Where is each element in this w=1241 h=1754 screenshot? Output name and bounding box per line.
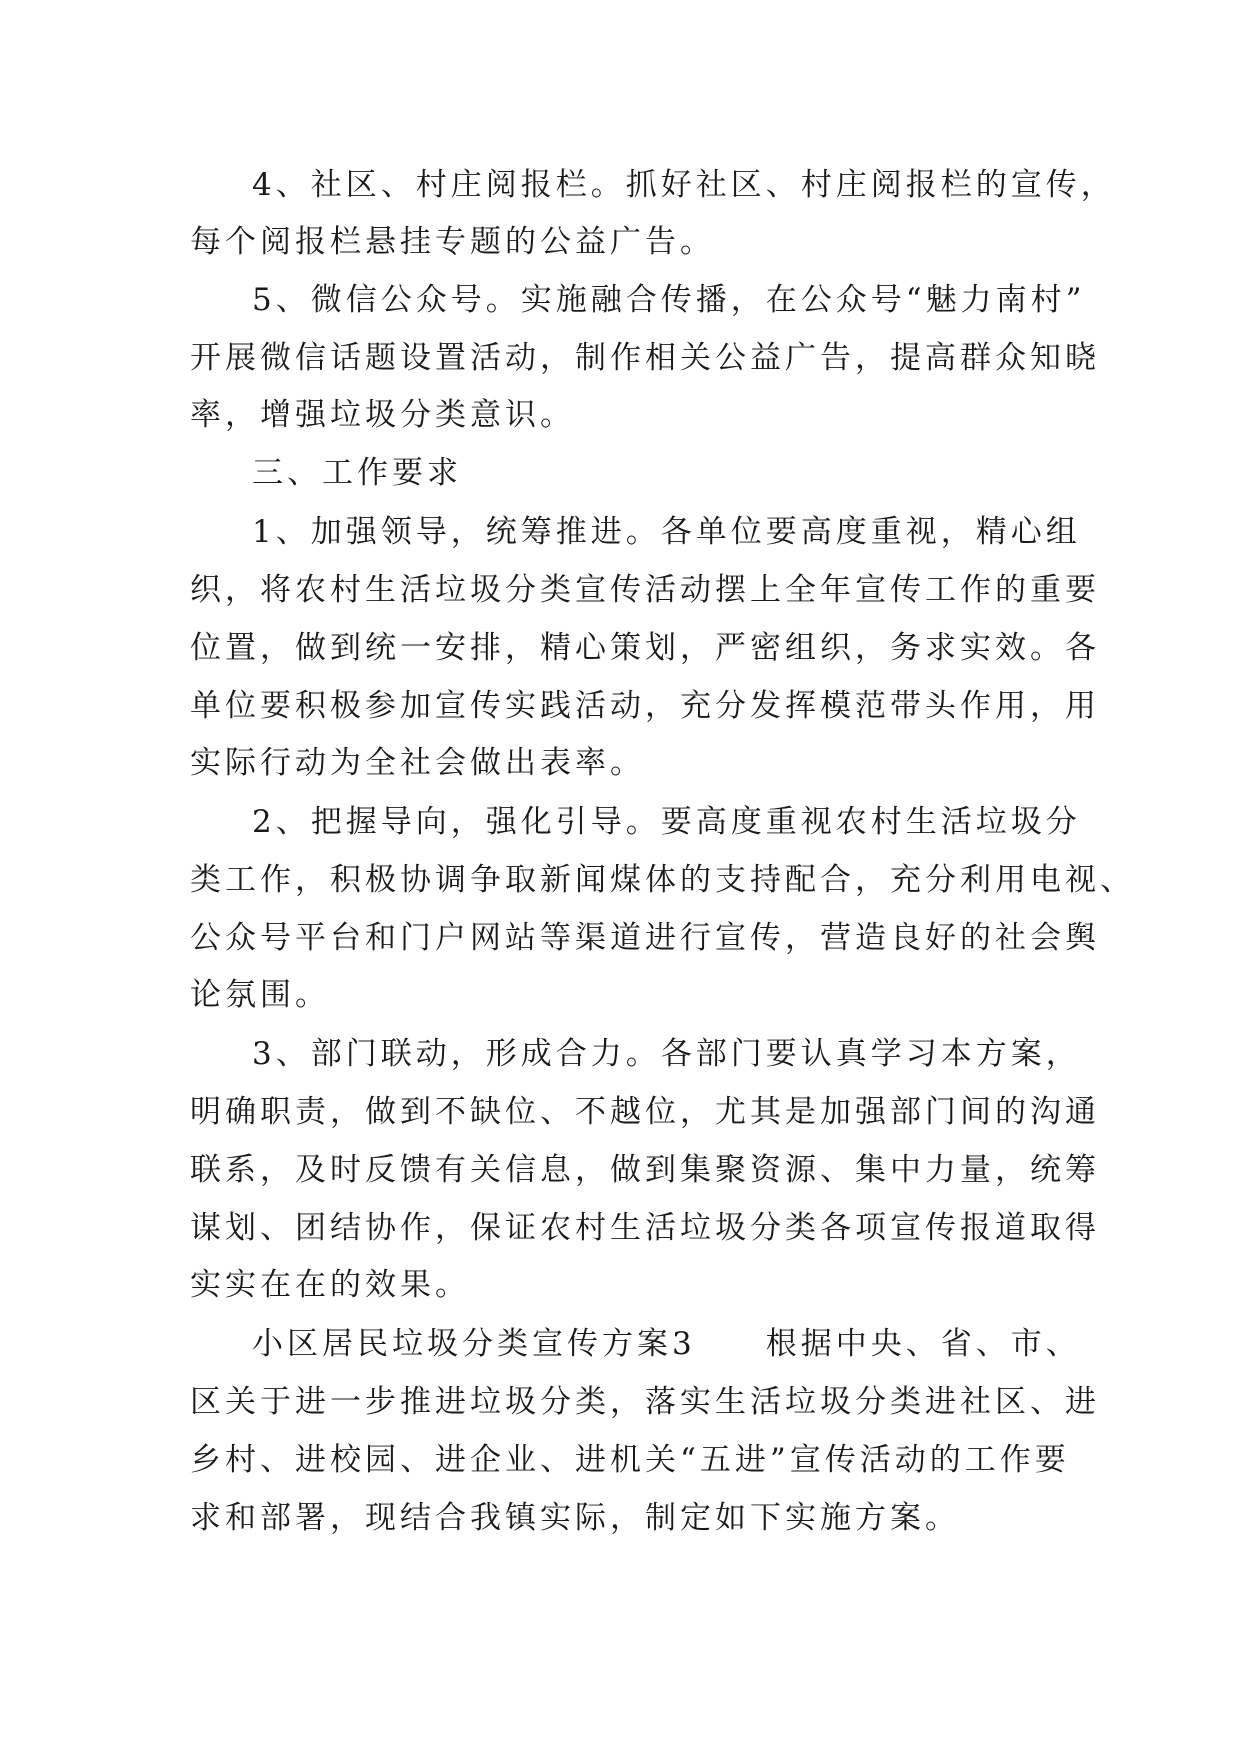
paragraph-line: 区关于进一步推进垃圾分类，落实生活垃圾分类进社区、进 — [190, 1384, 1100, 1420]
paragraph-line: 4、社区、村庄阅报栏。抓好社区、村庄阅报栏的宣传， — [252, 167, 1116, 203]
paragraph-line: 开展微信话题设置活动，制作相关公益广告，提高群众知晓 — [190, 340, 1100, 376]
paragraph-line: 乡村、进校园、进企业、进机关“五进”宣传活动的工作要 — [190, 1442, 1070, 1478]
paragraph-line: 论氛围。 — [190, 977, 330, 1013]
paragraph-line: 1、加强领导，统筹推进。各单位要高度重视，精心组 — [252, 514, 1081, 550]
paragraph-line: 3、部门联动，形成合力。各部门要认真学习本方案， — [252, 1036, 1081, 1072]
paragraph-line: 率，增强垃圾分类意识。 — [190, 397, 575, 433]
section-heading: 三、工作要求 — [252, 455, 462, 491]
paragraph-line: 公众号平台和门户网站等渠道进行宣传，营造良好的社会舆 — [190, 920, 1100, 956]
paragraph-line: 织，将农村生活垃圾分类宣传活动摆上全年宣传工作的重要 — [190, 572, 1100, 608]
paragraph-line: 每个阅报栏悬挂专题的公益广告。 — [190, 224, 715, 260]
paragraph-line: 求和部署，现结合我镇实际，制定如下实施方案。 — [190, 1500, 960, 1536]
paragraph-line: 明确职责，做到不缺位、不越位，尤其是加强部门间的沟通 — [190, 1094, 1100, 1130]
paragraph-line: 位置，做到统一安排，精心策划，严密组织，务求实效。各 — [190, 630, 1100, 666]
paragraph-line: 联系，及时反馈有关信息，做到集聚资源、集中力量，统筹 — [190, 1152, 1100, 1188]
paragraph-line: 2、把握导向，强化引导。要高度重视农村生活垃圾分 — [252, 804, 1081, 840]
paragraph-line: 5、微信公众号。实施融合传播，在公众号“魅力南村” — [252, 282, 1086, 318]
paragraph-line: 单位要积极参加宣传实践活动，充分发挥模范带头作用，用 — [190, 688, 1100, 724]
paragraph-line: 小区居民垃圾分类宣传方案3 根据中央、省、市、 — [252, 1326, 1081, 1362]
paragraph-line: 谋划、团结协作，保证农村生活垃圾分类各项宣传报道取得 — [190, 1210, 1100, 1246]
paragraph-line: 类工作，积极协调争取新闻煤体的支持配合，充分利用电视、 — [190, 862, 1135, 898]
paragraph-line: 实际行动为全社会做出表率。 — [190, 745, 645, 781]
paragraph-line: 实实在在的效果。 — [190, 1267, 470, 1303]
